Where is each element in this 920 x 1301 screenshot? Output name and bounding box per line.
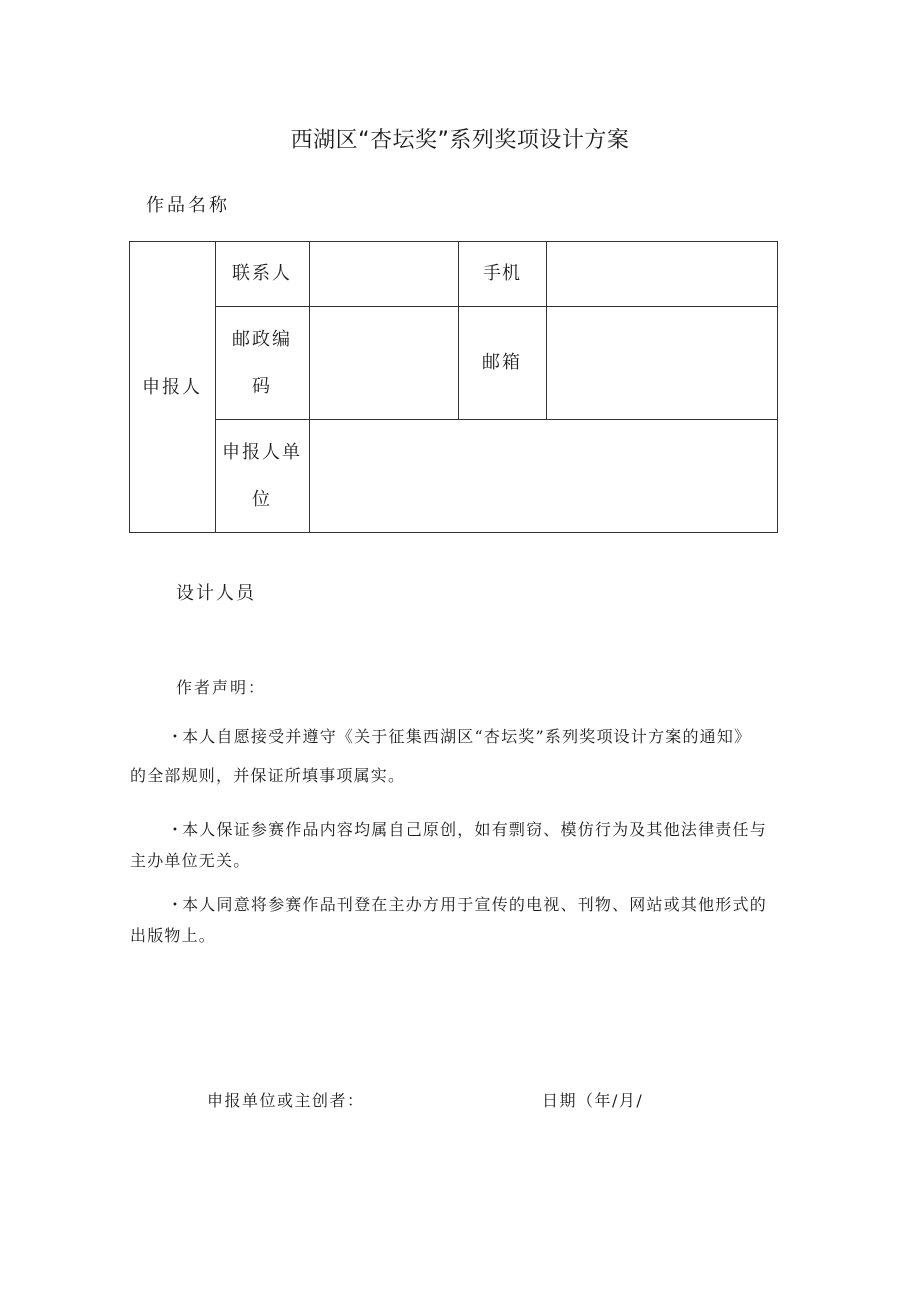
postcode-field[interactable] bbox=[309, 306, 458, 419]
declaration-item-2-line2: 主办单位无关。 bbox=[130, 850, 251, 870]
unit-label-cell bbox=[215, 419, 309, 532]
postcode-label: 邮政编码 bbox=[232, 328, 292, 397]
work-name-label: 作品名称 bbox=[146, 195, 230, 216]
application-form-table bbox=[129, 241, 778, 533]
email-field[interactable] bbox=[546, 306, 778, 419]
contact-label-cell bbox=[215, 241, 309, 306]
mobile-field[interactable] bbox=[546, 241, 778, 306]
mobile-label: 手机 bbox=[483, 263, 521, 284]
declaration-item-2-line1: 本人保证参赛作品内容均属自己原创，如有剽窃、模仿行为及其他法律责任与 bbox=[182, 820, 767, 839]
table-border-bottom bbox=[129, 532, 778, 533]
date-label: 日期（年/月/ bbox=[542, 1091, 644, 1110]
contact-label: 联系人 bbox=[232, 263, 292, 284]
unit-label: 申报人单位 bbox=[222, 441, 302, 510]
email-label-cell bbox=[458, 306, 546, 419]
applicant-cell bbox=[129, 241, 215, 533]
declaration-item-3-line2: 出版物上。 bbox=[130, 925, 217, 945]
signature-label: 申报单位或主创者： bbox=[207, 1091, 365, 1110]
unit-field[interactable] bbox=[309, 419, 778, 532]
designers-label: 设计人员 bbox=[176, 583, 256, 604]
bullet-icon: • bbox=[172, 731, 180, 743]
declaration-item-3 bbox=[130, 890, 770, 951]
bullet-icon: • bbox=[172, 824, 180, 836]
declaration-heading: 作者声明： bbox=[176, 678, 267, 697]
declaration-item-1-line1: 本人自愿接受并遵守《关于征集西湖区“杏坛奖”系列奖项设计方案的通知》 bbox=[182, 727, 752, 746]
mobile-label-cell bbox=[458, 241, 546, 306]
email-label: 邮箱 bbox=[482, 352, 522, 373]
declaration-item-2 bbox=[130, 815, 770, 876]
document-title: 西湖区“杏坛奖”系列奖项设计方案 bbox=[290, 128, 630, 153]
declaration-item-1 bbox=[130, 722, 770, 791]
bullet-icon: • bbox=[172, 899, 180, 911]
declaration-item-1-line2: 的全部规则，并保证所填事项属实。 bbox=[130, 765, 406, 785]
applicant-label: 申报人 bbox=[142, 376, 202, 398]
contact-field[interactable] bbox=[309, 241, 458, 306]
postcode-label-cell bbox=[215, 306, 309, 419]
declaration-item-3-line1: 本人同意将参赛作品刊登在主办方用于宣传的电视、刊物、网站或其他形式的 bbox=[182, 895, 767, 914]
